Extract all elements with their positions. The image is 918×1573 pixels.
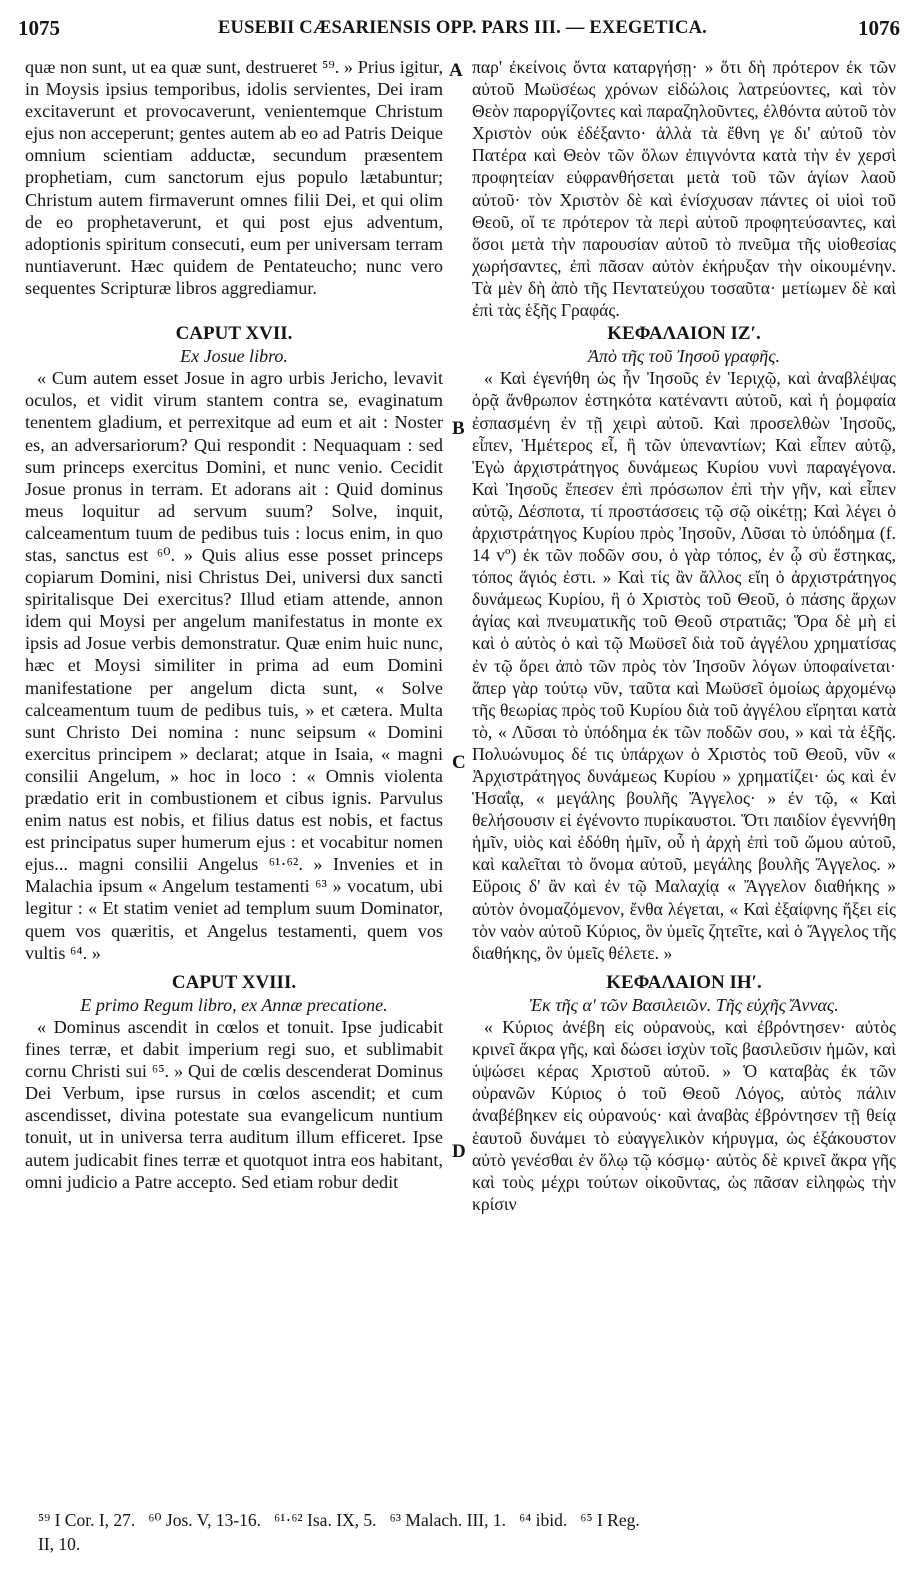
footnote-line-1: ⁵⁹ I Cor. I, 27. ⁶⁰ Jos. V, 13-16. ⁶¹·⁶² Isa. IX, 5. ⁶³ Malach. III, 1. ⁶⁴ ibid. ⁶⁵ I Reg. [38,1510,640,1530]
running-header [18,16,900,44]
greek-chapter-17-text: « Καὶ ἐγενήθη ὡς ἦν Ἰησοῦς ἐν Ἱεριχῷ, καὶ ἀναβλέψας ὁρᾷ ἄνθρωπον ἑστηκότα κατέναντι αὐτοῦ, καὶ ἡ ῥομφαία ἐσπασμένη ἐν τῇ χειρὶ αὐτοῦ. Καὶ προσελθὼν Ἰησοῦς, εἶπεν, Ἡμέτερος εἶ, ἢ τῶν ὑπεναντίων; Καὶ εἶπεν αὐτῷ, Ἐγὼ ἀρχιστράτηγος δυνάμεως Κυρίου νυνὶ παραγέγονα. Καὶ Ἰησοῦς ἔπεσεν ἐπὶ πρόσωπον ἐπὶ τὴν γῆν, καὶ εἶπεν αὐτῷ, Δέσποτα, τί προστάσσεις τῷ σῷ οἰκέτῃ; Καὶ λέγει ὁ ἀρχιστράτηγος Κυρίου πρὸς Ἰησοῦν, Λῦσαι τὸ ὑπόδημα (f. 14 vº) ἐκ τῶν ποδῶν σου, ὁ γὰρ τόπος, ἐν ᾧ σὺ ἕστηκας, τόπος ἅγιός ἐστι. » Καὶ τίς ἂν ἄλλος εἴη ὁ ἀρχιστράτηγος δυνάμεως Κυρίου, ἢ ὁ Χριστὸς τοῦ Θεοῦ, ὁ πάσης ἄρχων ἁγίας καὶ πνευματικῆς τοῦ Θεοῦ στρατιᾶς; Ὅρα δὲ μὴ εἰ καὶ ὁ αὐτὸς ὁ καὶ τῷ Μωϋσεῖ διὰ τοῦ ἀγγέλου χρηματίσας ἐν τῷ ὄρει ἀπὸ τῶν πρὸς τὸν Ἰησοῦν λόγων ὑποφαίνεται· ἅπερ γὰρ τούτῳ νῦν, ταῦτα καὶ Μωϋσεῖ ὁμοίως ἀρχομένῳ τῆς θεωρίας πρὸς τοῦ Κυρίου διὰ τοῦ ἀγγέλου εἴρηται κατὰ τὸ, « Λῦσαι τὸ ὑπόδημα ἐκ τῶν ποδῶν σου, » καὶ τὰ ἑξῆς. Πολυώνυμος δέ τις ὑπάρχων ὁ Χριστὸς τοῦ Θεοῦ, νῦν « Ἀρχιστράτηγος δυνάμεως Κυρίου » χρηματίζει· ὡς καὶ ἐν Ἡσαΐᾳ, « μεγάλης βουλῆς Ἄγγελος· » ἐν τῷ, « Καὶ θελήσουσιν εἰ ἐγένοντο πυρίκαυστοι. Ὅτι παιδίον ἐγεννήθη ἡμῖν, υἱὸς καὶ ἐδόθη ἡμῖν, οὗ ἡ ἀρχὴ ἐπὶ τοῦ ὤμου αὐτοῦ, καὶ καλεῖται τὸ ὄνομα αὐτοῦ, μεγάλης βουλῆς Ἄγγελος. » Εὕροις δ' ἂν καὶ ἐν τῷ Μαλαχίᾳ « Ἄγγελον διαθήκης » αὐτὸν ὀνομαζόμενον, ἔνθα λέγεται, « Καὶ ἐξαίφνης ἥξει εἰς τὸν ναὸν αὐτοῦ Κύριος, ὃν ὑμεῖς ζητεῖτε, καὶ ὁ Ἄγγελος τῆς διαθήκης, ὃν ὑμεῖς θέλετε. » [472,368,896,963]
margin-letter-b: B [452,418,465,439]
margin-letter-c: C [452,752,466,773]
latin-chapter-18-subtitle: E primo Regum libro, ex Annæ precatione. [80,994,388,1015]
footnote-line-2: II, 10. [38,1534,81,1554]
page-number-left: 1075 [18,16,60,40]
latin-chapter-18-text: « Dominus ascendit in cœlos et tonuit. Ipse judicabit fines terræ, et dabit imperium regi suo, et sublimabit cornu Christi sui ⁶⁵. » Qui de cœlis descenderat Dominus Dei Verbum, ipse rursus in cœlos ascendit; et cum ascendisset, divina potestate sua evangelicum nuntium tonuit, ut in universa terra auditum illum efficeret. Ipse autem judicabit fines terræ et quotquot intra eos habitant, omni judicio a Patre accepto. Sed etiam robur dedit [25,1016,443,1192]
margin-letter-a: A [449,60,463,81]
greek-chapter-17-title: ΚΕΦΑΛΑΙΟΝ ΙΖʹ. [607,323,761,345]
greek-chapter-18-subtitle: Ἐκ τῆς αʹ τῶν Βασιλειῶν. Τῆς εὐχῆς Ἄννας. [529,994,839,1015]
greek-chapter-18-text: « Κύριος ἀνέβη εἰς οὐρανοὺς, καὶ ἐβρόντησεν· αὐτὸς κρινεῖ ἄκρα γῆς, καὶ δώσει ἰσχὺν τοῖς βασιλεῦσιν ἡμῶν, καὶ ὑψώσει κέρας Χριστοῦ αὐτοῦ. » Ὁ καταβὰς ἐκ τῶν οὐρανῶν Κύριος ὁ τοῦ Θεοῦ Λόγος, αὐτὸς πάλιν ἀναβέβηκεν εἰς οὐρανούς· καὶ ἀναβὰς ἐβρόντησεν τῇ θείᾳ ἑαυτοῦ δυνάμει τὸ εὐαγγελικὸν κήρυγμα, ὡς ἐξάκουστον αὐτὸ γενέσθαι ἐν ὅλῳ τῷ κόσμῳ· αὐτὸς δὲ κρινεῖ ἄκρα γῆς καὶ τοὺς μέχρι τούτων οἰκοῦντας, ὡς πᾶσαν εἰληφὼς τὴν κρίσιν [472,1017,896,1214]
latin-intro-paragraph: quæ non sunt, ut ea quæ sunt, destrueret ⁵⁹. » Prius igitur, in Moysis ipsius temporibus, idolis servientes, Dei iram excitaverunt et provocaverunt, venientemque Christum ejus non acceperunt; gentes autem ab eo ad Patris Deique omnium scientiam adductæ, secundum præsentem prophetiam, cum sanctorum ejus populo lætabuntur; Christum autem firmaverunt omnes filii Dei, et qui olim de eo prophetaverunt, et qui post ejus adventum, adoptionis spiritum consecuti, eum per universam terram nuntiaverunt. Hæc quidem de Pentateucho; nunc vero sequentes Scripturæ libros aggrediamur. [25,57,443,298]
latin-chapter-17-title: CAPUT XVII. [175,323,293,345]
latin-chapter-17-subtitle: Ex Josue libro. [180,346,288,367]
running-title: EUSEBII CÆSARIENSIS OPP. PARS III. — EXEGETICA. [218,18,707,38]
latin-chapter-18-title: CAPUT XVIII. [171,971,297,993]
footnotes [38,1508,898,1556]
latin-chapter-17-text: « Cum autem esset Josue in agro urbis Jericho, levavit oculos, et vidit virum stantem contra se, evaginatum tenentem gladium, et perrexitque ad eum et ait : Noster es, an adversariorum? Qui respondit : Nequaquam : sed sum princeps exercitus Domini, et nunc venio. Cecidit Josue pronus in terram. Et adorans ait : Quid dominus meus loquitur ad servum suum? Solve, inquit, calceamentum tuum de pedibus tuis : locus enim, in quo stas, sanctus est ⁶⁰. » Quis alius esse posset princeps copiarum Domini, nisi Christus Dei, universi dux sancti spiritalisque Dei exercitus? Illud etiam attende, annon idem qui Moysi per angelum manifestatus in monte ex ipsis ad Josue verbis demonstratur. Quæ enim huic nunc, hæc et Moysi similiter in prima ad eum Domini manifestatione per angelum dicta sunt, « Solve calceamentum tuum de pedibus tuis, » et cætera. Multa sunt Christo Dei nomina : nunc seipsum « Domini exercitus principem » declarat; atque in Isaia, « magni consilii Angelum, » hoc in loco : « Omnis violenta prædatio erit in combustionem et cibus ignis. Parvulus enim natus est nobis, et filius datus est nobis, et factus est principatus super humerum ejus : et vocabitur nomen ejus... magni consilii Angelus ⁶¹·⁶². » Invenies et in Malachia ipsum « Angelum testamenti ⁶³ » vocatum, ubi legitur : « Et statim veniet ad templum suum Dominator, quem vos quæritis, et Angelus testamenti, quem vos vultis ⁶⁴. » [25,368,443,963]
margin-letter-d: D [452,1141,466,1162]
latin-column [25,56,443,1193]
greek-intro-paragraph: παρ' ἐκείνοις ὄντα καταργήσῃ· » ὅτι δὴ πρότερον ἐκ τῶν αὐτοῦ Μωϋσέως χρόνων εἰδώλοις λατρεύοντες, καὶ τὸν Θεὸν παροργίζοντες καὶ παραζηλοῦντες, ἐλθόντα αὐτοῦ τὸν Χριστὸν οὐκ ἐδέξαντο· ἀλλὰ τὰ ἔθνη γε δι' αὐτοῦ τὸν Πατέρα καὶ Θεὸν τῶν ὅλων ἐπιγνόντα κατὰ τὴν ἐν χερσὶ προφητείαν εὐφρανθήσεται μετὰ τοῦ τῶν ἁγίων λαοῦ αὐτοῦ· τὸν Χριστὸν δὲ καὶ ἐνίσχυσαν πάντες οἱ υἱοὶ τοῦ Θεοῦ, οἵ τε πρότερον τὰ περὶ αὐτοῦ προφητεύσαντες, καὶ ὅσοι μετὰ τὴν παρουσίαν αὐτοῦ τὸ πνεῦμα τῆς υἱοθεσίας χωρήσαντες, ἐπὶ πᾶσαν αὐτὸν ἐκήρυξαν τὴν οἰκουμένην. Τὰ μὲν δὴ ἀπὸ τῆς Πεντατεύχου τοσαῦτα· μετίωμεν δὲ καὶ ἐπὶ τὰς ἑξῆς Γραφάς. [472,57,896,321]
greek-chapter-17-subtitle: Ἀπὸ τῆς τοῦ Ἰησοῦ γραφῆς. [587,346,781,367]
page-number-right: 1076 [858,16,900,40]
greek-column [472,56,896,1215]
greek-chapter-18-title: ΚΕΦΑΛΑΙΟΝ ΙΗʹ. [606,971,762,993]
